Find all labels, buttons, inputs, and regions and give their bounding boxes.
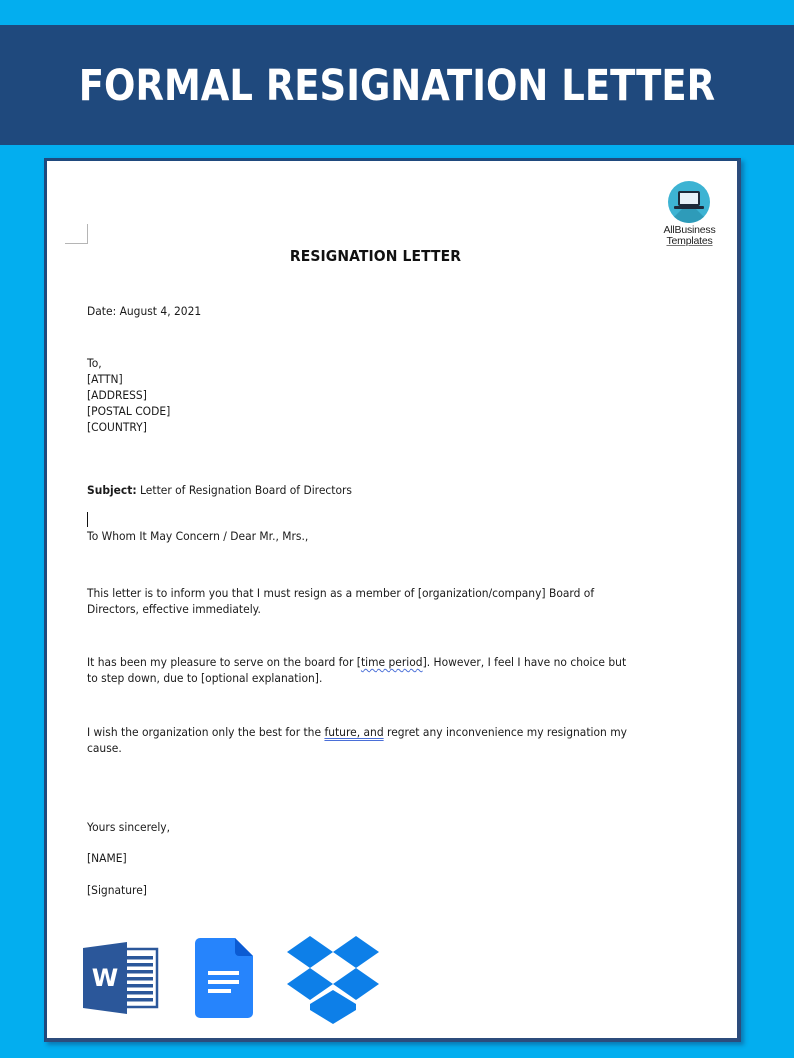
address-country: [COUNTRY] xyxy=(87,420,147,434)
spellcheck-flag: time period xyxy=(360,655,423,669)
laptop-icon xyxy=(668,181,710,223)
paragraph-1 xyxy=(87,585,594,617)
signer-name: [NAME] xyxy=(87,851,127,865)
address-to: To, xyxy=(87,356,102,370)
title-banner xyxy=(0,25,794,145)
margin-corner-mark xyxy=(65,224,88,244)
subject-line xyxy=(87,482,352,498)
address-street: [ADDRESS] xyxy=(87,388,147,402)
subject-text: Letter of Resignation Board of Directors xyxy=(136,483,353,497)
google-docs-icon[interactable] xyxy=(195,938,255,1018)
paragraph-3-line-2: cause. xyxy=(87,741,122,755)
paragraph-2-line-2: to step down, due to [optional explanation]. xyxy=(87,671,323,685)
svg-text:W: W xyxy=(91,964,119,992)
recipient-address-block xyxy=(87,355,170,435)
address-postal-code: [POSTAL CODE] xyxy=(87,404,171,418)
microsoft-word-icon[interactable] xyxy=(83,942,159,1014)
banner-title: FORMAL RESIGNATION LETTER xyxy=(78,61,716,111)
closing: Yours sincerely, xyxy=(87,820,171,834)
paragraph-3-line-1: I wish the organization only the best for the future, and regret any inconvenience my resignation my xyxy=(87,725,627,739)
logo-line-1: AllBusiness xyxy=(663,224,716,236)
logo-line-2: Templates xyxy=(666,235,713,247)
paragraph-1-line-1: This letter is to inform you that I must resign as a member of [organization/company] Board of xyxy=(87,586,595,600)
salutation: To Whom It May Concern / Dear Mr., Mrs., xyxy=(87,529,309,543)
paragraph-2 xyxy=(87,654,626,686)
logo-text xyxy=(652,225,727,247)
address-attn: [ATTN] xyxy=(87,372,123,386)
app-icons-row xyxy=(83,934,403,1024)
allbusiness-templates-logo xyxy=(652,179,727,249)
paragraph-1-line-2: Directors, effective immediately. xyxy=(87,602,261,616)
signature-line: [Signature] xyxy=(87,883,147,897)
dropbox-icon[interactable] xyxy=(285,934,381,1024)
paragraph-2-line-1: It has been my pleasure to serve on the board for [time period]. However, I feel I have no choice but xyxy=(87,655,627,669)
subject-label: Subject: xyxy=(87,483,137,497)
paragraph-3 xyxy=(87,724,627,756)
date-line: Date: August 4, 2021 xyxy=(87,304,202,318)
document-title: RESIGNATION LETTER xyxy=(289,247,462,265)
document-preview xyxy=(44,158,741,1042)
grammar-flag: future, and xyxy=(324,725,384,739)
text-cursor xyxy=(87,512,88,527)
